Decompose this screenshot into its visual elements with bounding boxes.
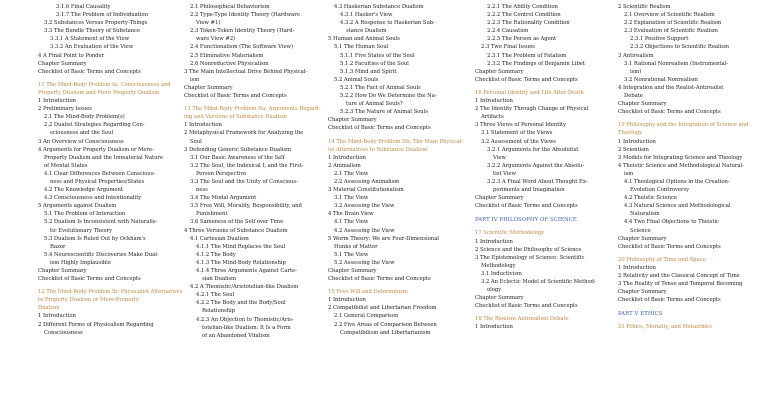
toc-entry: 2.3 Token-Token Identity Theory (Hard-: [190, 28, 295, 35]
toc-entry: tic Evolutionary Theory: [50, 227, 113, 234]
toc-entry: 5.2.1 The Fact of Animal Souls: [340, 84, 421, 91]
toc-entry: ware View #2): [196, 36, 236, 43]
chapter-heading-continued: to Property Dualism or Mere-Property: [38, 297, 139, 304]
toc-entry: 4.3.1 Hasker's View: [340, 12, 393, 19]
toc-entry: 4.3 Haskerian Substance Dualism: [334, 4, 424, 10]
toc-entry: 2 Scientism: [618, 146, 649, 153]
toc-entry: 3.2 The Soul, the Indexical I, and the First-: [190, 162, 304, 169]
toc-entry: ism: [190, 76, 200, 83]
toc-entry: ness: [196, 187, 208, 194]
toc-entry: 4.1 Theological Options in the Creation-: [624, 178, 730, 185]
toc-entry: 4 The Brain View: [328, 211, 374, 218]
toc-entry: 2 Compatibilist and Libertarian Freedom: [328, 305, 437, 312]
toc-entry: 3 The Main Intellectual Drive Behind Physical-: [184, 68, 308, 75]
part-heading: PART V ETHICS: [618, 311, 663, 318]
toc-entry: 1 Introduction: [328, 297, 366, 304]
toc-entry: 2 Scientific Realism: [618, 4, 671, 10]
toc-entry: 2 Animalism: [328, 162, 361, 169]
toc-entry: Person Perspective: [196, 170, 247, 177]
toc-entry: Razor: [50, 243, 66, 250]
toc-entry: 2.2 Explanation of Scientific Realism: [624, 20, 722, 27]
toc-entry: Chapter Summary: [618, 101, 667, 108]
toc-entry: Property Dualism and the Immaterial Nature: [44, 154, 163, 161]
toc-entry: 2.2.2 The Control Condition: [487, 12, 561, 19]
toc-entry: 1 Introduction: [475, 98, 513, 105]
toc-entry: 3.1 Our Basic Awareness of the Self: [190, 154, 285, 161]
toc-entry: 2 Different Forms of Physicalism Regarding: [38, 321, 154, 328]
toc-entry: Artifacts: [481, 114, 504, 121]
toc-entry: 4.1.4 Three Arguments Against Carte-: [196, 268, 297, 274]
toc-entry: Debate: [624, 93, 643, 100]
toc-entry: ology: [487, 287, 502, 294]
toc-entry: 3.1.6 Final Causality: [56, 4, 111, 10]
toc-entry: 5.1 The Problem of Interaction: [44, 211, 126, 218]
toc-entry: Checklist of Basic Terms and Concepts: [618, 243, 721, 250]
toc-entry: 5.1 The Human Soul: [334, 44, 389, 51]
toc-entry: Methodology: [481, 262, 516, 269]
toc-entry: Checklist of Basic Terms and Concepts: [618, 297, 721, 304]
chapter-heading-continued: Dualism: [38, 305, 60, 312]
toc-entry: Checklist of Basic Terms and Concepts: [184, 93, 287, 100]
toc-entry: 3.3.1 A Statement of the View: [50, 36, 130, 43]
toc-entry: sciousness and the Soul: [50, 130, 114, 137]
toc-entry: 2.6 Nonreductive Physicalism: [190, 60, 269, 67]
toc-entry: 2.2 Assessing Animalism: [334, 178, 400, 185]
toc-entry: 2.2 Five Areas of Comparison Between: [334, 321, 437, 328]
toc-entry: 3.2 Assessment of the Views: [481, 138, 556, 145]
toc-entry: 1 Introduction: [38, 313, 76, 320]
toc-column-4: [475, 3, 625, 332]
chapter-heading: 20 Philosophy of Time and Space: [618, 256, 706, 263]
toc-entry: 3 Defending Generic Substance Dualism: [184, 146, 292, 153]
toc-entry: 4.3.2 A Response to Haskerian Sub-: [340, 20, 435, 27]
chapter-heading: 11 The Mind-Body Problem Ia: Consciousness and: [38, 81, 171, 88]
toc-column-2: [184, 3, 332, 340]
chapter-heading-continued: ist Alternatives to Substance Dualism: [328, 146, 428, 153]
toc-entry: 2 Metaphysical Framework for Analyzing the: [184, 130, 304, 137]
toc-entry: Consciousness: [44, 329, 83, 336]
toc-entry: View #1): [196, 20, 221, 27]
toc-entry: 4 Integration and the Realist-Antirealist: [618, 84, 724, 91]
toc-entry: ism: [624, 170, 634, 177]
toc-entry: 3.2 Assessing the View: [334, 203, 395, 210]
toc-entry: 2 Science and the Philosophy of Science: [475, 246, 582, 253]
toc-entry: 4.2 A Thomistic/Aristotelian-like Dualism: [190, 284, 299, 291]
toc-entry: 3 The Reality of Tense and Temporal Becoming: [618, 281, 743, 288]
chapter-heading: 12 The Mind-Body Problem Ib: Physicalist Alternatives: [38, 289, 183, 296]
toc-entry: 4.3 Consciousness and Intentionality: [44, 195, 142, 202]
chapter-heading: 19 Philosophy and the Integration of Science and: [618, 122, 749, 129]
toc-entry: Checklist of Basic Terms and Concepts: [475, 76, 578, 83]
toc-entry: Chapter Summary: [38, 60, 87, 67]
toc-entry: Science: [630, 227, 651, 234]
toc-entry: 4.1 The View: [334, 219, 369, 226]
toc-entry: 4 Theistic Science and Methodological Natural-: [618, 162, 744, 169]
toc-entry: 3.1 Rational Nonrealism (Instrumental-: [624, 60, 729, 67]
toc-entry: 4.2.3 An Objection to Thomistic/Aris-: [196, 316, 294, 323]
toc-entry: 5.1 The View: [334, 251, 369, 258]
toc-entry: 3 Antirealism: [618, 52, 654, 59]
toc-entry: 2.3.2 Objections to Scientific Realism: [630, 44, 729, 51]
toc-entry: 5 Human and Animal Souls: [328, 36, 400, 43]
toc-entry: Checklist of Basic Terms and Concepts: [618, 109, 721, 116]
toc-entry: stance Dualism: [346, 28, 387, 35]
toc-entry: 5.2.2 How Do We Determine the Na-: [340, 93, 437, 100]
toc-entry: Chapter Summary: [475, 68, 524, 75]
toc-entry: 2 The Identity Through Change of Physical: [475, 106, 589, 113]
toc-entry: 4.2 Assessing the View: [334, 227, 395, 234]
toc-entry: 3.2.2 Arguments Against the Absolu-: [487, 162, 585, 169]
toc-entry: of an Abandoned Vitalism: [202, 332, 270, 339]
toc-entry: Chapter Summary: [475, 295, 524, 302]
toc-entry: 3 Material Constitutionalism: [328, 187, 404, 194]
toc-entry: 5.1.3 Mind and Spirit: [340, 68, 397, 75]
toc-entry: 2.2.5 The Person as Agent: [487, 36, 557, 43]
toc-entry: Checklist of Basic Terms and Concepts: [328, 125, 431, 132]
toc-entry: Checklist of Basic Terms and Concepts: [328, 276, 431, 283]
toc-entry: 3.1.7 The Problem of Individuation: [56, 12, 148, 19]
toc-entry: 3.1 The View: [334, 195, 369, 202]
toc-entry: 3.4 The Modal Argument: [190, 195, 257, 202]
toc-entry: 1 Introduction: [184, 122, 222, 129]
toc-entry: Checklist of Basic Terms and Concepts: [38, 276, 141, 283]
toc-entry: 4.1.3 The Mind-Body Relationship: [196, 259, 286, 266]
toc-entry: 2.1 The View: [334, 170, 369, 177]
toc-entry: Evolution Controversy: [630, 187, 690, 194]
toc-entry: 2.2.3 The Rationality Condition: [487, 20, 570, 27]
toc-entry: 4.1.1 The Mind Replaces the Soul: [196, 243, 286, 250]
toc-entry: 3.2.1 Arguments for the Absolutist: [487, 146, 579, 153]
toc-entry: 4.1 Cartesian Dualism: [190, 235, 249, 242]
toc-entry: Relationship: [202, 308, 236, 315]
toc-entry: Chapter Summary: [328, 117, 377, 124]
toc-column-5: [618, 3, 766, 332]
toc-entry: 4.1 Clear Differences Between Conscious-: [44, 170, 156, 177]
toc-entry: Hunks of Matter: [334, 243, 378, 250]
toc-entry: 5.2.3 The Nature of Animal Souls: [340, 109, 428, 116]
toc-entry: 1 Introduction: [475, 238, 513, 245]
toc-entry: 2 Relativity and the Classical Concept of Time: [618, 273, 740, 279]
toc-entry: ism Highly Implausible: [50, 259, 111, 266]
toc-entry: 3.2.3 A Final Word About Thought Ex-: [487, 178, 588, 185]
toc-entry: 3.3.2 An Evaluation of the View: [50, 44, 134, 51]
toc-entry: 2.2 Type-Type Identity Theory (Hardware: [190, 12, 300, 19]
toc-entry: Checklist of Basic Terms and Concepts: [475, 303, 578, 310]
toc-entry: 4.2.1 The Soul: [196, 292, 235, 299]
chapter-heading-continued: Theology: [618, 130, 643, 137]
toc-entry: 3.1 Inductivism: [481, 270, 522, 277]
toc-entry: 2.4 Functionalism (The Software View): [190, 44, 294, 51]
toc-entry: 2.3.2 The Findings of Benjamin Libet: [487, 60, 585, 67]
toc-entry: Chapter Summary: [618, 289, 667, 296]
toc-entry: 2.3.1 Positive Support: [630, 36, 689, 43]
toc-entry: 2.2.1 The Ability Condition: [487, 4, 558, 10]
toc-entry: 3 The Epistemology of Science: Scientific: [475, 254, 585, 261]
toc-entry: 1 Introduction: [475, 324, 513, 331]
toc-entry: 4 A Final Point to Ponder: [38, 52, 105, 59]
toc-entry: of Mental States: [44, 162, 88, 169]
toc-entry: Naturalism: [630, 211, 660, 218]
toc-entry: tist View: [493, 170, 516, 177]
toc-entry: 4.2 Theistic Science: [624, 195, 678, 202]
toc-entry: Chapter Summary: [184, 84, 233, 91]
toc-entry: 3.5 Free Will, Morality, Responsibility, and: [190, 203, 302, 210]
toc-column-3: [328, 3, 478, 337]
toc-entry: Soul: [190, 138, 202, 145]
toc-entry: 3 An Overview of Consciousness: [38, 138, 124, 145]
toc-entry: 3.2 An Eclectic Model of Scientific Method-: [481, 279, 596, 285]
toc-entry: sian Dualism: [202, 276, 237, 283]
toc-entry: 3 Three Views of Personal Identity: [475, 122, 566, 129]
toc-column-1: [38, 3, 186, 337]
toc-entry: ness and Physical Properties/States: [50, 178, 145, 185]
toc-entry: 3.1 Statement of the Views: [481, 130, 553, 137]
toc-entry: Chapter Summary: [618, 235, 667, 242]
toc-entry: 2.1 Philosophical Behaviorism: [190, 4, 270, 10]
toc-entry: 1 Introduction: [328, 154, 366, 161]
chapter-heading: 13 The Mind-Body Problem IIa: Arguments Regard-: [184, 106, 321, 113]
toc-entry: 2.1 General Comparison: [334, 313, 399, 320]
part-heading: PART IV PHILOSOPHY OF SCIENCE: [475, 217, 577, 224]
toc-entry: 2.1 The Mind-Body Problem(s): [44, 114, 125, 121]
toc-entry: 3.3 The Bundle Theory of Substance: [44, 28, 141, 35]
chapter-heading: 18 The Realism-Antirealism Debate: [475, 316, 569, 323]
chapter-heading-continued: ing and Versions of Substance Dualism: [184, 114, 287, 121]
toc-entry: 5 Arguments against Dualism: [38, 203, 117, 210]
toc-entry: 2.3 Two Final Issues: [481, 44, 535, 51]
toc-entry: Chapter Summary: [475, 195, 524, 202]
toc-entry: Chapter Summary: [328, 268, 377, 274]
toc-entry: periments and Imagination: [493, 187, 565, 194]
toc-entry: ism): [630, 68, 642, 75]
toc-entry: 2.5 Eliminative Materialism: [190, 52, 264, 59]
toc-entry: totelian-like Dualism: It Is a Form: [202, 324, 291, 331]
toc-entry: 3 Models for Integrating Science and Theology: [618, 154, 743, 161]
toc-entry: Chapter Summary: [38, 268, 87, 274]
toc-entry: 3.2 Nonrational Nonrealism: [624, 76, 698, 83]
toc-entry: 4.1.2 The Body: [196, 251, 236, 258]
toc-entry: 2.2 Dualist Strategies Regarding Con-: [44, 122, 145, 129]
chapter-heading: 14 The Mind-Body Problem IIb: The Main Physical-: [328, 138, 464, 145]
toc-entry: 3.2 Substances Versus Property-Things: [44, 20, 148, 27]
toc-entry: 2.2.4 Causation: [487, 28, 529, 35]
toc-entry: 3.3 The Soul and the Unity of Conscious-: [190, 178, 298, 185]
chapter-heading: 21 Ethics, Morality, and Metaethics: [618, 324, 712, 331]
toc-entry: 4.2 The Knowledge Argument: [44, 187, 123, 194]
toc-entry: 2.1 Overview of Scientific Realism: [624, 12, 715, 19]
toc-entry: 4.3 Natural Science and Methodological: [624, 203, 731, 210]
toc-entry: 5.3 Dualism Is Ruled Out by Ockham's: [44, 235, 146, 242]
toc-entry: 2 Preliminary Issues: [38, 106, 92, 113]
chapter-heading: 15 Free Will and Determinism: [328, 289, 408, 296]
toc-entry: 1 Introduction: [38, 98, 76, 105]
toc-entry: 5.2 Dualism Is Inconsistent with Naturalis-: [44, 219, 158, 226]
toc-entry: 5.2 Assessing the View: [334, 259, 395, 266]
toc-entry: ture of Animal Souls?: [346, 101, 403, 108]
toc-entry: 5.1.1 Five States of the Soul: [340, 52, 415, 59]
toc-entry: 2.3.1 The Problem of Fatalism: [487, 52, 567, 59]
toc-entry: 4.2.2 The Body and the Body/Soul: [196, 300, 286, 307]
toc-entry: 5.2 Animal Souls: [334, 76, 379, 83]
toc-entry: View: [493, 154, 506, 161]
toc-entry: 4 Three Versions of Substance Dualism: [184, 227, 288, 234]
toc-entry: 5.1.2 Faculties of the Soul: [340, 60, 409, 67]
toc-entry: Compatibilism and Libertarianism: [340, 329, 431, 336]
toc-entry: Checklist of Basic Terms and Concepts: [475, 203, 578, 210]
toc-entry: 4 Arguments for Property Dualism or Mere-: [38, 146, 154, 153]
toc-entry: 1 Introduction: [618, 264, 656, 271]
toc-entry: 3.6 Sameness of the Self over Time: [190, 219, 284, 226]
toc-entry: Checklist of Basic Terms and Concepts: [38, 68, 141, 75]
toc-entry: 1 Introduction: [618, 138, 656, 145]
chapter-heading: 16 Personal Identity and Life After Death: [475, 89, 584, 96]
toc-entry: 5.4 Neuroscientific Discoveries Make Dual-: [44, 251, 159, 258]
toc-entry: 5 Worm Theory: We are Four-Dimensional: [328, 235, 439, 242]
chapter-heading-continued: Property Dualism and Mere Property Dualism: [38, 89, 160, 96]
toc-entry: 2.3 Evaluation of Scientific Realism: [624, 28, 718, 35]
toc-entry: Punishment: [196, 211, 228, 218]
toc-entry: 4.4 Two Final Objections to Theistic: [624, 219, 719, 226]
chapter-heading: 17 Scientific Methodology: [475, 230, 545, 237]
